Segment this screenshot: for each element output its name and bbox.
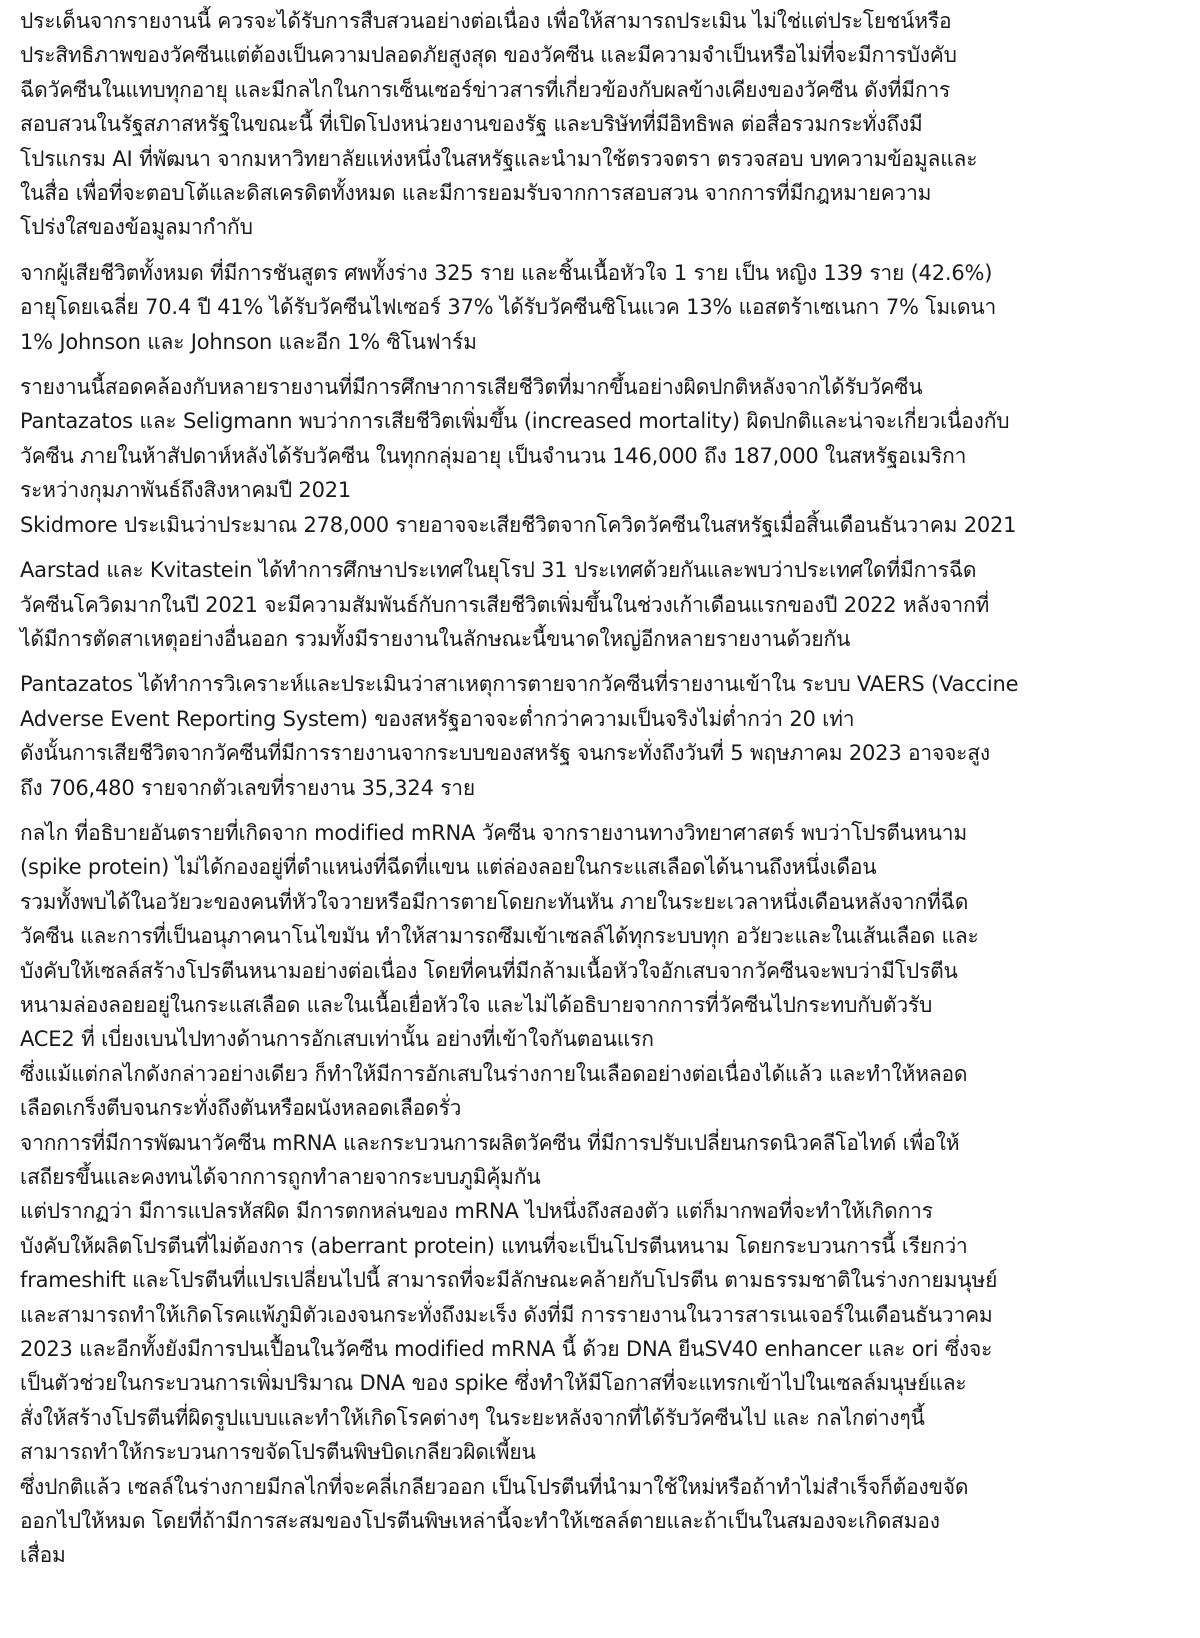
paragraph-line: ซึ่งปกติแล้ว เซลล์ในร่างกายมีกลไกที่จะคลี่เกลียวออก เป็นโปรตีนที่นำมาใช้ใหม่หรือถ้าทำไม่สำเร็จก็ต้องขจัด — [20, 1474, 969, 1499]
paragraph-line: จากการที่มีการพัฒนาวัคซีน mRNA และกระบวนการผลิตวัคซีน ที่มีการปรับเปลี่ยนกรดนิวคลีโอไทด์ เพื่อให้ — [20, 1130, 960, 1155]
paragraph-line: หนามล่องลอยอยู่ในกระแสเลือด และในเนื้อเยื่อหัวใจ และไม่ได้อธิบายจากการที่วัคซีนไปกระทบกับตัวรับ — [20, 992, 933, 1017]
paragraph-line: เสื่อม — [20, 1543, 66, 1568]
article-paragraph — [20, 508, 1160, 542]
paragraph-line: ระหว่างกุมภาพันธ์ถึงสิงหาคมปี 2021 — [20, 478, 352, 503]
paragraph-line: ประสิทธิภาพของวัคซีนแต่ต้องเป็นความปลอดภัยสูงสุด ของวัคซีน และมีความจำเป็นหรือไม่ที่จะมีการบังคับ — [20, 43, 957, 68]
paragraph-line: ได้มีการตัดสาเหตุอย่างอื่นออก รวมทั้งมีรายงานในลักษณะนี้ขนาดใหญ่อีกหลายรายงานด้วยกัน — [20, 626, 851, 651]
paragraph-line: ในสื่อ เพื่อที่จะตอบโต้และดิสเครดิตทั้งหมด และมีการยอมรับจากการสอบสวน จากการที่มีกฎหมายความ — [20, 181, 932, 206]
paragraph-line: วัคซีน และการที่เป็นอนุภาคนาโนไขมัน ทำให้สามารถซึมเข้าเซลล์ได้ทุกระบบทุก อวัยวะและในเส้นเลือด และ — [20, 924, 979, 949]
paragraph-line: บังคับให้เซลล์สร้างโปรตีนหนามอย่างต่อเนื่อง โดยที่คนที่มีกล้ามเนื้อหัวใจอักเสบจากวัคซีนจะพบว่ามีโปรตีน — [20, 958, 958, 983]
paragraph-line: กลไก ที่อธิบายอันตรายที่เกิดจาก modified mRNA วัคซีน จากรายงานทางวิทยาศาสตร์ พบว่าโปรตีนหนาม — [20, 820, 968, 845]
paragraph-line: วัคซีน ภายในห้าสัปดาห์หลังได้รับวัคซีน ในทุกกลุ่มอายุ เป็นจำนวน 146,000 ถึง 187,000 ในสหรัฐอเมริกา — [20, 443, 967, 468]
paragraph-line: สั่งให้สร้างโปรตีนที่ผิดรูปแบบและทำให้เกิดโรคต่างๆ ในระยะหลังจากที่ได้รับวัคซีนไป และ กลไกต่างๆนี้ — [20, 1405, 925, 1430]
article-body — [20, 4, 1160, 1573]
article-paragraph — [20, 256, 1160, 359]
paragraph-line: สอบสวนในรัฐสภาสหรัฐในขณะนี้ ที่เปิดโปงหน่วยงานของรัฐ และบริษัทที่มีอิทธิพล ต่อสื่อรวมกระทั่งถึงมี — [20, 112, 923, 137]
paragraph-line: (spike protein) ไม่ได้กองอยู่ที่ตำแหน่งที่ฉีดที่แขน แต่ล่องลอยในกระแสเลือดได้นานถึงหนึ่งเดือน — [20, 855, 877, 880]
paragraph-line: จากผู้เสียชีวิตทั้งหมด ที่มีการชันสูตร ศพทั้งร่าง 325 ราย และชิ้นเนื้อหัวใจ 1 ราย เป็น หญิง 139 ราย (42.6%) — [20, 260, 993, 285]
paragraph-line: 1% Johnson และ Johnson และอีก 1% ซิโนฟาร์ม — [20, 329, 477, 354]
paragraph-line: ซึ่งแม้แต่กลไกดังกล่าวอย่างเดียว ก็ทำให้มีการอักเสบในร่างกายในเลือดอย่างต่อเนื่องได้แล้ว และทำให้หลอด — [20, 1061, 968, 1086]
paragraph-line: ประเด็นจากรายงานนี้ ควรจะได้รับการสืบสวนอย่างต่อเนื่อง เพื่อให้สามารถประเมิน ไม่ใช่แต่ประโยชน์หรือ — [20, 9, 952, 33]
paragraph-line: frameshift และโปรตีนที่แปรเปลี่ยนไปนี้ สามารถที่จะมีลักษณะคล้ายกับโปรตีน ตามธรรมชาติในร่างกายมนุษย์ — [20, 1268, 998, 1293]
paragraph-line: ฉีดวัคซีนในแทบทุกอายุ และมีกลไกในการเซ็นเซอร์ข่าวสารที่เกี่ยวข้องกับผลข้างเคียงของวัคซีน ดังที่มีการ — [20, 77, 951, 102]
article-paragraph — [20, 1194, 1160, 1469]
paragraph-line: Skidmore ประเมินว่าประมาณ 278,000 รายอาจจะเสียชีวิตจากโควิดวัคซีนในสหรัฐเมื่อสิ้นเดือนธันวาคม 2021 — [20, 512, 1017, 537]
paragraph-line: เป็นตัวช่วยในกระบวนการเพิ่มปริมาณ DNA ของ spike ซึ่งทำให้มีโอกาสที่จะแทรกเข้าไปในเซลล์มนุษย์และ — [20, 1371, 967, 1396]
paragraph-line: ดังนั้นการเสียชีวิตจากวัคซีนที่มีการรายงานจากระบบของสหรัฐ จนกระทั่งถึงวันที่ 5 พฤษภาคม 2023 อาจจะสูง — [20, 741, 990, 766]
paragraph-line: สามารถทำให้กระบวนการขจัดโปรตีนพิษบิดเกลียวผิดเพี้ยน — [20, 1440, 536, 1465]
article-paragraph — [20, 816, 1160, 1057]
article-paragraph — [20, 553, 1160, 656]
article-paragraph — [20, 1126, 1160, 1195]
paragraph-line: เลือดเกร็งตีบจนกระทั่งถึงตันหรือผนังหลอดเลือดรั่ว — [20, 1096, 462, 1121]
paragraph-line: บังคับให้ผลิตโปรตีนที่ไม่ต้องการ (aberrant protein) แทนที่จะเป็นโปรตีนหนาม โดยกระบวนการนี้ เรียกว่า — [20, 1233, 968, 1258]
article-paragraph — [20, 667, 1160, 805]
article-paragraph — [20, 4, 1160, 245]
paragraph-line: โปร่งใสของข้อมูลมากำกับ — [20, 215, 253, 240]
article-paragraph — [20, 1057, 1160, 1126]
paragraph-line: Pantazatos ได้ทำการวิเคราะห์และประเมินว่าสาเหตุการตายจากวัคซีนที่รายงานเข้าใน ระบบ VAERS (Vaccine — [20, 672, 1019, 697]
paragraph-line: วัคซีนโควิดมากในปี 2021 จะมีความสัมพันธ์กับการเสียชีวิตเพิ่มขึ้นในช่วงเก้าเดือนแรกของปี 2022 หลังจากที่ — [20, 592, 990, 617]
paragraph-line: รวมทั้งพบได้ในอวัยวะของคนที่หัวใจวายหรือมีการตายโดยกะทันหัน ภายในระยะเวลาหนึ่งเดือนหลังจากที่ฉีด — [20, 889, 969, 914]
paragraph-line: Pantazatos และ Seligmann พบว่าการเสียชีวิตเพิ่มขึ้น (increased mortality) ผิดปกติและน่าจะเกี่ยวเนื่องกับ — [20, 409, 1010, 434]
paragraph-line: ออกไปให้หมด โดยที่ถ้ามีการสะสมของโปรตีนพิษเหล่านี้จะทำให้เซลล์ตายและถ้าเป็นในสมองจะเกิดสมอง — [20, 1509, 940, 1534]
paragraph-line: ACE2 ที่ เบี่ยงเบนไปทางด้านการอักเสบเท่านั้น อย่างที่เข้าใจกันตอนแรก — [20, 1027, 654, 1052]
paragraph-line: Aarstad และ Kvitastein ได้ทำการศึกษาประเทศในยุโรป 31 ประเทศด้วยกันและพบว่าประเทศใดที่มีการฉีด — [20, 558, 977, 583]
paragraph-line: เสถียรขึ้นและคงทนได้จากการถูกทำลายจากระบบภูมิคุ้มกัน — [20, 1165, 541, 1189]
paragraph-line: แต่ปรากฏว่า มีการแปลรหัสผิด มีการตกหล่นของ mRNA ไปหนึ่งถึงสองตัว แต่ก็มากพอที่จะทำให้เกิดการ — [20, 1199, 933, 1224]
paragraph-line: และสามารถทำให้เกิดโรคแพ้ภูมิตัวเองจนกระทั่งถึงมะเร็ง ดังที่มี การรายงานในวารสารเนเจอร์ในเดือนธันวาคม — [20, 1302, 993, 1327]
paragraph-line: โปรแกรม AI ที่พัฒนา จากมหาวิทยาลัยแห่งหนึ่งในสหรัฐและนำมาใช้ตรวจตรา ตรวจสอบ บทความข้อมูลและ — [20, 146, 978, 171]
article-paragraph — [20, 370, 1160, 508]
paragraph-line: อายุโดยเฉลี่ย 70.4 ปี 41% ได้รับวัคซีนไฟเซอร์ 37% ได้รับวัคซีนซิโนแวค 13% แอสตร้าเซเนกา 7% โมเดนา — [20, 295, 997, 320]
article-paragraph — [20, 1470, 1160, 1573]
paragraph-line: Adverse Event Reporting System) ของสหรัฐอาจจะต่ำกว่าความเป็นจริงไม่ต่ำกว่า 20 เท่า — [20, 706, 855, 731]
paragraph-line: 2023 และอีกทั้งยังมีการปนเปื้อนในวัคซีน modified mRNA นี้ ด้วย DNA ยีนSV40 enhancer และ ori ซึ่งจะ — [20, 1337, 993, 1362]
paragraph-line: ถึง 706,480 รายจากตัวเลขที่รายงาน 35,324 ราย — [20, 775, 476, 800]
paragraph-line: รายงานนี้สอดคล้องกับหลายรายงานที่มีการศึกษาการเสียชีวิตที่มากขึ้นอย่างผิดปกติหลังจากได้รับวัคซีน — [20, 375, 923, 400]
